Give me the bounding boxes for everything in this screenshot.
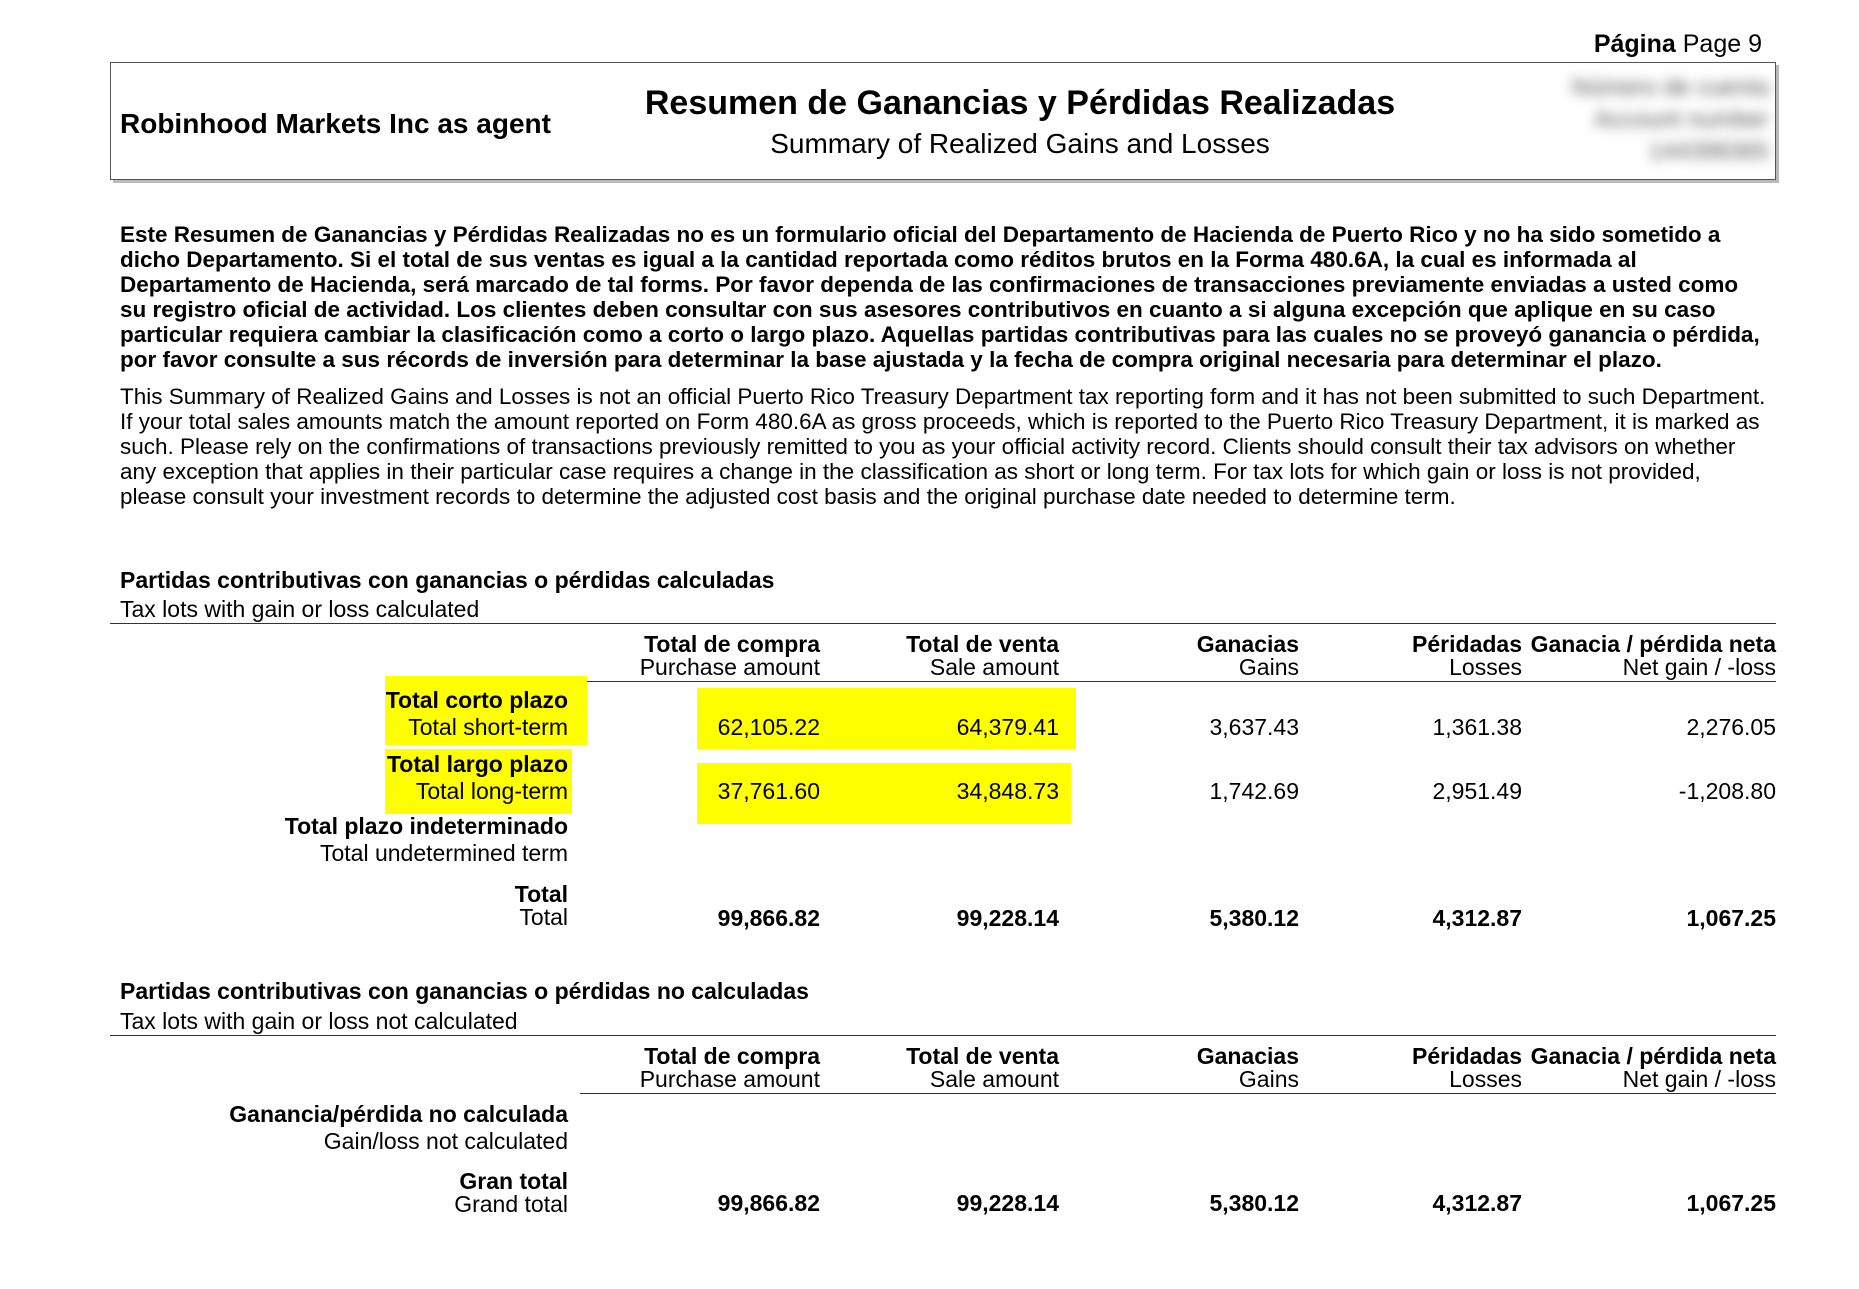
grand-total-net: 1,067.25	[1686, 1190, 1776, 1216]
col-header-sale-2: Total de venta Sale amount	[906, 1043, 1059, 1092]
grand-total-gains: 5,380.12	[1209, 1190, 1299, 1216]
total-sale: 99,228.14	[956, 905, 1059, 931]
row-label-total: Total Total	[514, 881, 568, 930]
section1-subtitle: Tax lots with gain or loss calculated	[120, 596, 480, 622]
col-header-purchase: Total de compra Purchase amount	[639, 631, 820, 680]
row-label-long-term: Total largo plazo Total long-term	[386, 751, 568, 804]
grand-total-purchase: 99,866.82	[717, 1190, 820, 1216]
short-term-net: 2,276.05	[1686, 714, 1776, 740]
short-term-purchase: 62,105.22	[717, 714, 820, 740]
account-number-block	[1572, 72, 1769, 168]
grand-total-sale: 99,228.14	[956, 1190, 1059, 1216]
total-purchase: 99,866.82	[717, 905, 820, 931]
disclaimer-spanish: Este Resumen de Ganancias y Pérdidas Realizadas no es un formulario oficial del Departamento de Hacienda de Puerto Rico y no ha sido sometido a dicho Departamento. Si el total de sus ventas es igual a la cantidad reportada como réditos brutos en la Forma 480.6A, la cual es informada al Departamento de Hacienda, será marcado de tal forms. Por favor dependa de las confirmaciones de transacciones previamente enviadas a usted como su registro oficial de actividad. Los clientes deben consultar con sus asesores contributivos en cuanto a si alguna excepción que aplique en su caso particular requiera cambiar la clasificación como a corto o largo plazo. Aquellas partidas contributivas para las cuales no se proveyó ganancia o pérdida, por favor consulte a sus récords de inversión para determinar la base ajustada y la fecha de compra original necesaria para determinar el plazo.	[120, 222, 1760, 372]
row-label-grand-total: Gran total Grand total	[454, 1168, 568, 1217]
row-label-undetermined: Total plazo indeterminado Total undetermined term	[284, 813, 568, 866]
section2-header-rule	[580, 1093, 1776, 1094]
short-term-gains: 3,637.43	[1209, 714, 1299, 740]
section1-title: Partidas contributivas con ganancias o pérdidas calculadas	[120, 567, 775, 593]
total-losses: 4,312.87	[1432, 905, 1522, 931]
section2-title: Partidas contributivas con ganancias o pérdidas no calculadas	[120, 978, 809, 1004]
page-title: Resumen de Ganancias y Pérdidas Realizadas	[644, 84, 1396, 122]
long-term-purchase: 37,761.60	[717, 778, 820, 804]
page-number: Página Page 9	[1593, 30, 1762, 58]
page-subtitle: Summary of Realized Gains and Losses	[770, 128, 1270, 159]
grand-total-losses: 4,312.87	[1432, 1190, 1522, 1216]
section2-subtitle: Tax lots with gain or loss not calculated	[120, 1008, 518, 1034]
long-term-gains: 1,742.69	[1209, 778, 1299, 804]
col-header-gains-2: Ganacias Gains	[1196, 1043, 1299, 1092]
col-header-net: Ganacia / pérdida neta Net gain / -loss	[1530, 631, 1776, 680]
total-gains: 5,380.12	[1209, 905, 1299, 931]
col-header-losses: Péridadas Losses	[1412, 631, 1522, 680]
col-header-losses-2: Péridadas Losses	[1412, 1043, 1522, 1092]
row-label-not-calculated: Ganancia/pérdida no calculada Gain/loss not calculated	[229, 1101, 568, 1154]
total-net: 1,067.25	[1686, 905, 1776, 931]
section2-rule	[110, 1035, 1776, 1036]
col-header-purchase-2: Total de compra Purchase amount	[639, 1043, 820, 1092]
account-number: 144398365	[1648, 138, 1769, 165]
account-label-es: Número de cuenta	[1571, 74, 1769, 101]
long-term-net: -1,208.80	[1678, 778, 1776, 804]
col-header-gains: Ganacias Gains	[1196, 631, 1299, 680]
long-term-sale: 34,848.73	[956, 778, 1059, 804]
short-term-losses: 1,361.38	[1432, 714, 1522, 740]
short-term-sale: 64,379.41	[956, 714, 1059, 740]
col-header-net-2: Ganacia / pérdida neta Net gain / -loss	[1530, 1043, 1776, 1092]
account-label-en: Account number	[1594, 106, 1769, 133]
col-header-sale: Total de venta Sale amount	[906, 631, 1059, 680]
agent-name: Robinhood Markets Inc as agent	[120, 108, 551, 139]
section1-rule	[110, 623, 1776, 624]
disclaimer-english: This Summary of Realized Gains and Losses is not an official Puerto Rico Treasury Department tax reporting form and it has not been submitted to such Department. If your total sales amounts match the amount reported on Form 480.6A as gross proceeds, which is reported to the Puerto Rico Treasury Department, it is marked as such. Please rely on the confirmations of transactions previously remitted to you as your official activity record. Clients should consult their tax advisors on whether any exception that applies in their particular case requires a change in the classification as short or long term. For tax lots for which gain or loss is not provided, please consult your investment records to determine the adjusted cost basis and the original purchase date needed to determine term.	[120, 384, 1766, 509]
long-term-losses: 2,951.49	[1432, 778, 1522, 804]
section1-header-rule	[580, 681, 1776, 682]
row-label-short-term: Total corto plazo Total short-term	[385, 687, 568, 740]
